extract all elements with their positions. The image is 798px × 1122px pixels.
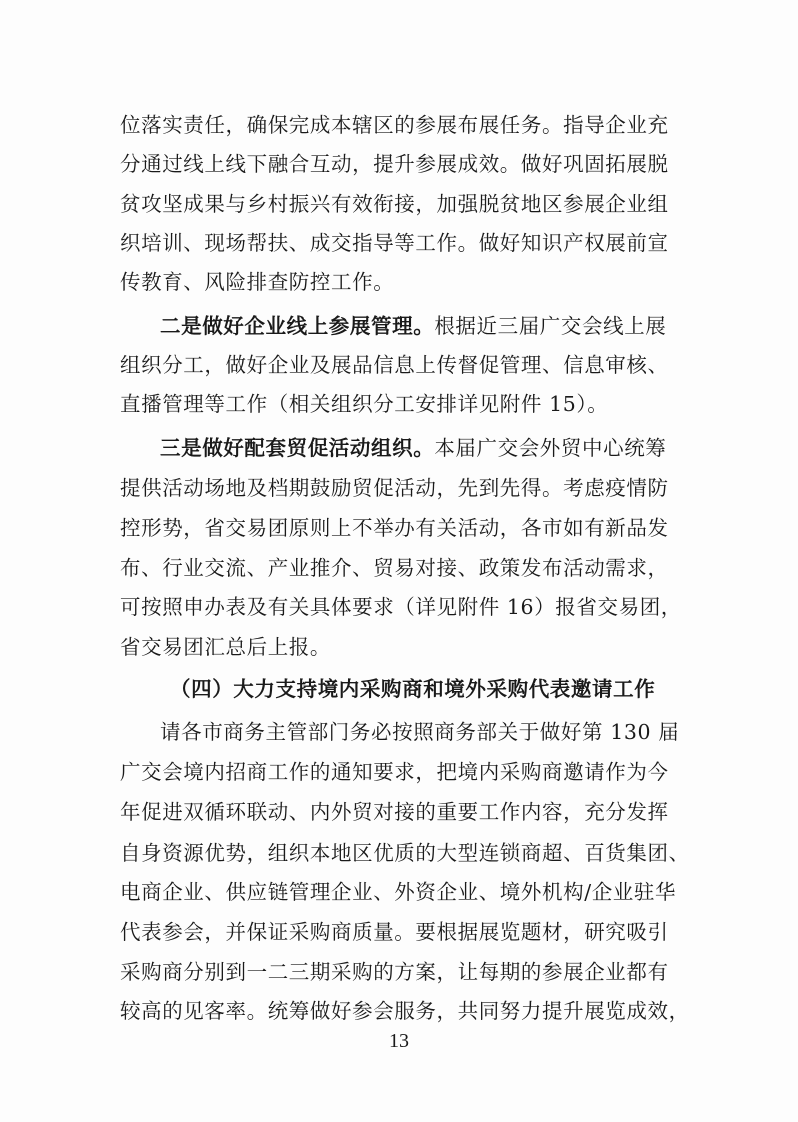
line-text: 控形势，省交易团原则上不举办有关活动，各市如有新品发: [120, 516, 669, 540]
line-text: 电商企业、供应链管理企业、外资企业、境外机构/企业驻华: [120, 880, 677, 904]
body-line: [120, 548, 680, 588]
paragraph-line: [160, 712, 680, 752]
page-number: 13: [389, 1030, 409, 1052]
line-text: 本届广交会外贸中心统筹: [434, 436, 667, 460]
body-line: [120, 262, 680, 302]
line-text: 分通过线上线下融合互动，提升参展成效。做好巩固拓展脱: [120, 152, 669, 176]
body-line: [120, 833, 690, 873]
line-text: 采购商分别到一二三期采购的方案，让每期的参展企业都有: [120, 960, 669, 984]
body-line: [120, 991, 690, 1031]
line-text: 直播管理等工作（相关组织分工安排详见附件 15）。: [120, 392, 609, 416]
body-line: [120, 752, 680, 792]
line-text: 传教育、风险排查防控工作。: [120, 270, 395, 294]
body-line: [120, 144, 680, 184]
line-text: 较高的见客率。统筹做好参会服务，共同努力提升展览成效，: [120, 999, 690, 1023]
line-text: 根据近三届广交会线上展: [434, 314, 667, 338]
body-line: [120, 184, 680, 224]
body-line: [120, 872, 680, 912]
line-text: 自身资源优势，组织本地区优质的大型连锁商超、百货集团、: [120, 841, 690, 865]
line-text: 广交会境内招商工作的通知要求，把境内采购商邀请作为今: [120, 760, 669, 784]
line-text: 年促进双循环联动、内外贸对接的重要工作内容，充分发挥: [120, 800, 669, 824]
line-text: 省交易团汇总后上报。: [120, 635, 331, 659]
section-heading: [170, 669, 690, 709]
body-line: [120, 792, 680, 832]
body-line: [120, 468, 680, 508]
body-line: [120, 912, 680, 952]
line-text: 代表参会，并保证采购商质量。要根据展览题材，研究吸引: [120, 920, 669, 944]
body-line: [120, 952, 680, 992]
paragraph-line: [160, 428, 680, 468]
line-text: 织培训、现场帮扶、成交指导等工作。做好知识产权展前宣: [120, 231, 669, 255]
line-text: 可按照申办表及有关具体要求（详见附件 16）报省交易团，: [120, 595, 682, 619]
body-line: [120, 345, 680, 385]
body-line: [120, 587, 680, 627]
line-text: 贫攻坚成果与乡村振兴有效衔接，加强脱贫地区参展企业组: [120, 192, 669, 216]
paragraph-line: [160, 306, 680, 346]
line-text: 组织分工，做好企业及展品信息上传督促管理、信息审核、: [120, 353, 669, 377]
line-text: 位落实责任，确保完成本辖区的参展布展任务。指导企业充: [120, 113, 669, 137]
body-line: [120, 384, 680, 424]
paragraph-lead: 三是做好配套贸促活动组织。: [160, 436, 435, 460]
paragraph-lead: 二是做好企业线上参展管理。: [160, 314, 435, 338]
body-line: [120, 105, 680, 145]
heading-text: （四）大力支持境内采购商和境外采购代表邀请工作: [170, 677, 656, 701]
line-text: 提供活动场地及档期鼓励贸促活动，先到先得。考虑疫情防: [120, 476, 669, 500]
line-text: 请各市商务主管部门务必按照商务部关于做好第 130 届: [160, 720, 680, 744]
line-text: 布、行业交流、产业推介、贸易对接、政策发布活动需求，: [120, 556, 669, 580]
body-line: [120, 627, 680, 667]
body-line: [120, 508, 680, 548]
body-line: [120, 223, 680, 263]
